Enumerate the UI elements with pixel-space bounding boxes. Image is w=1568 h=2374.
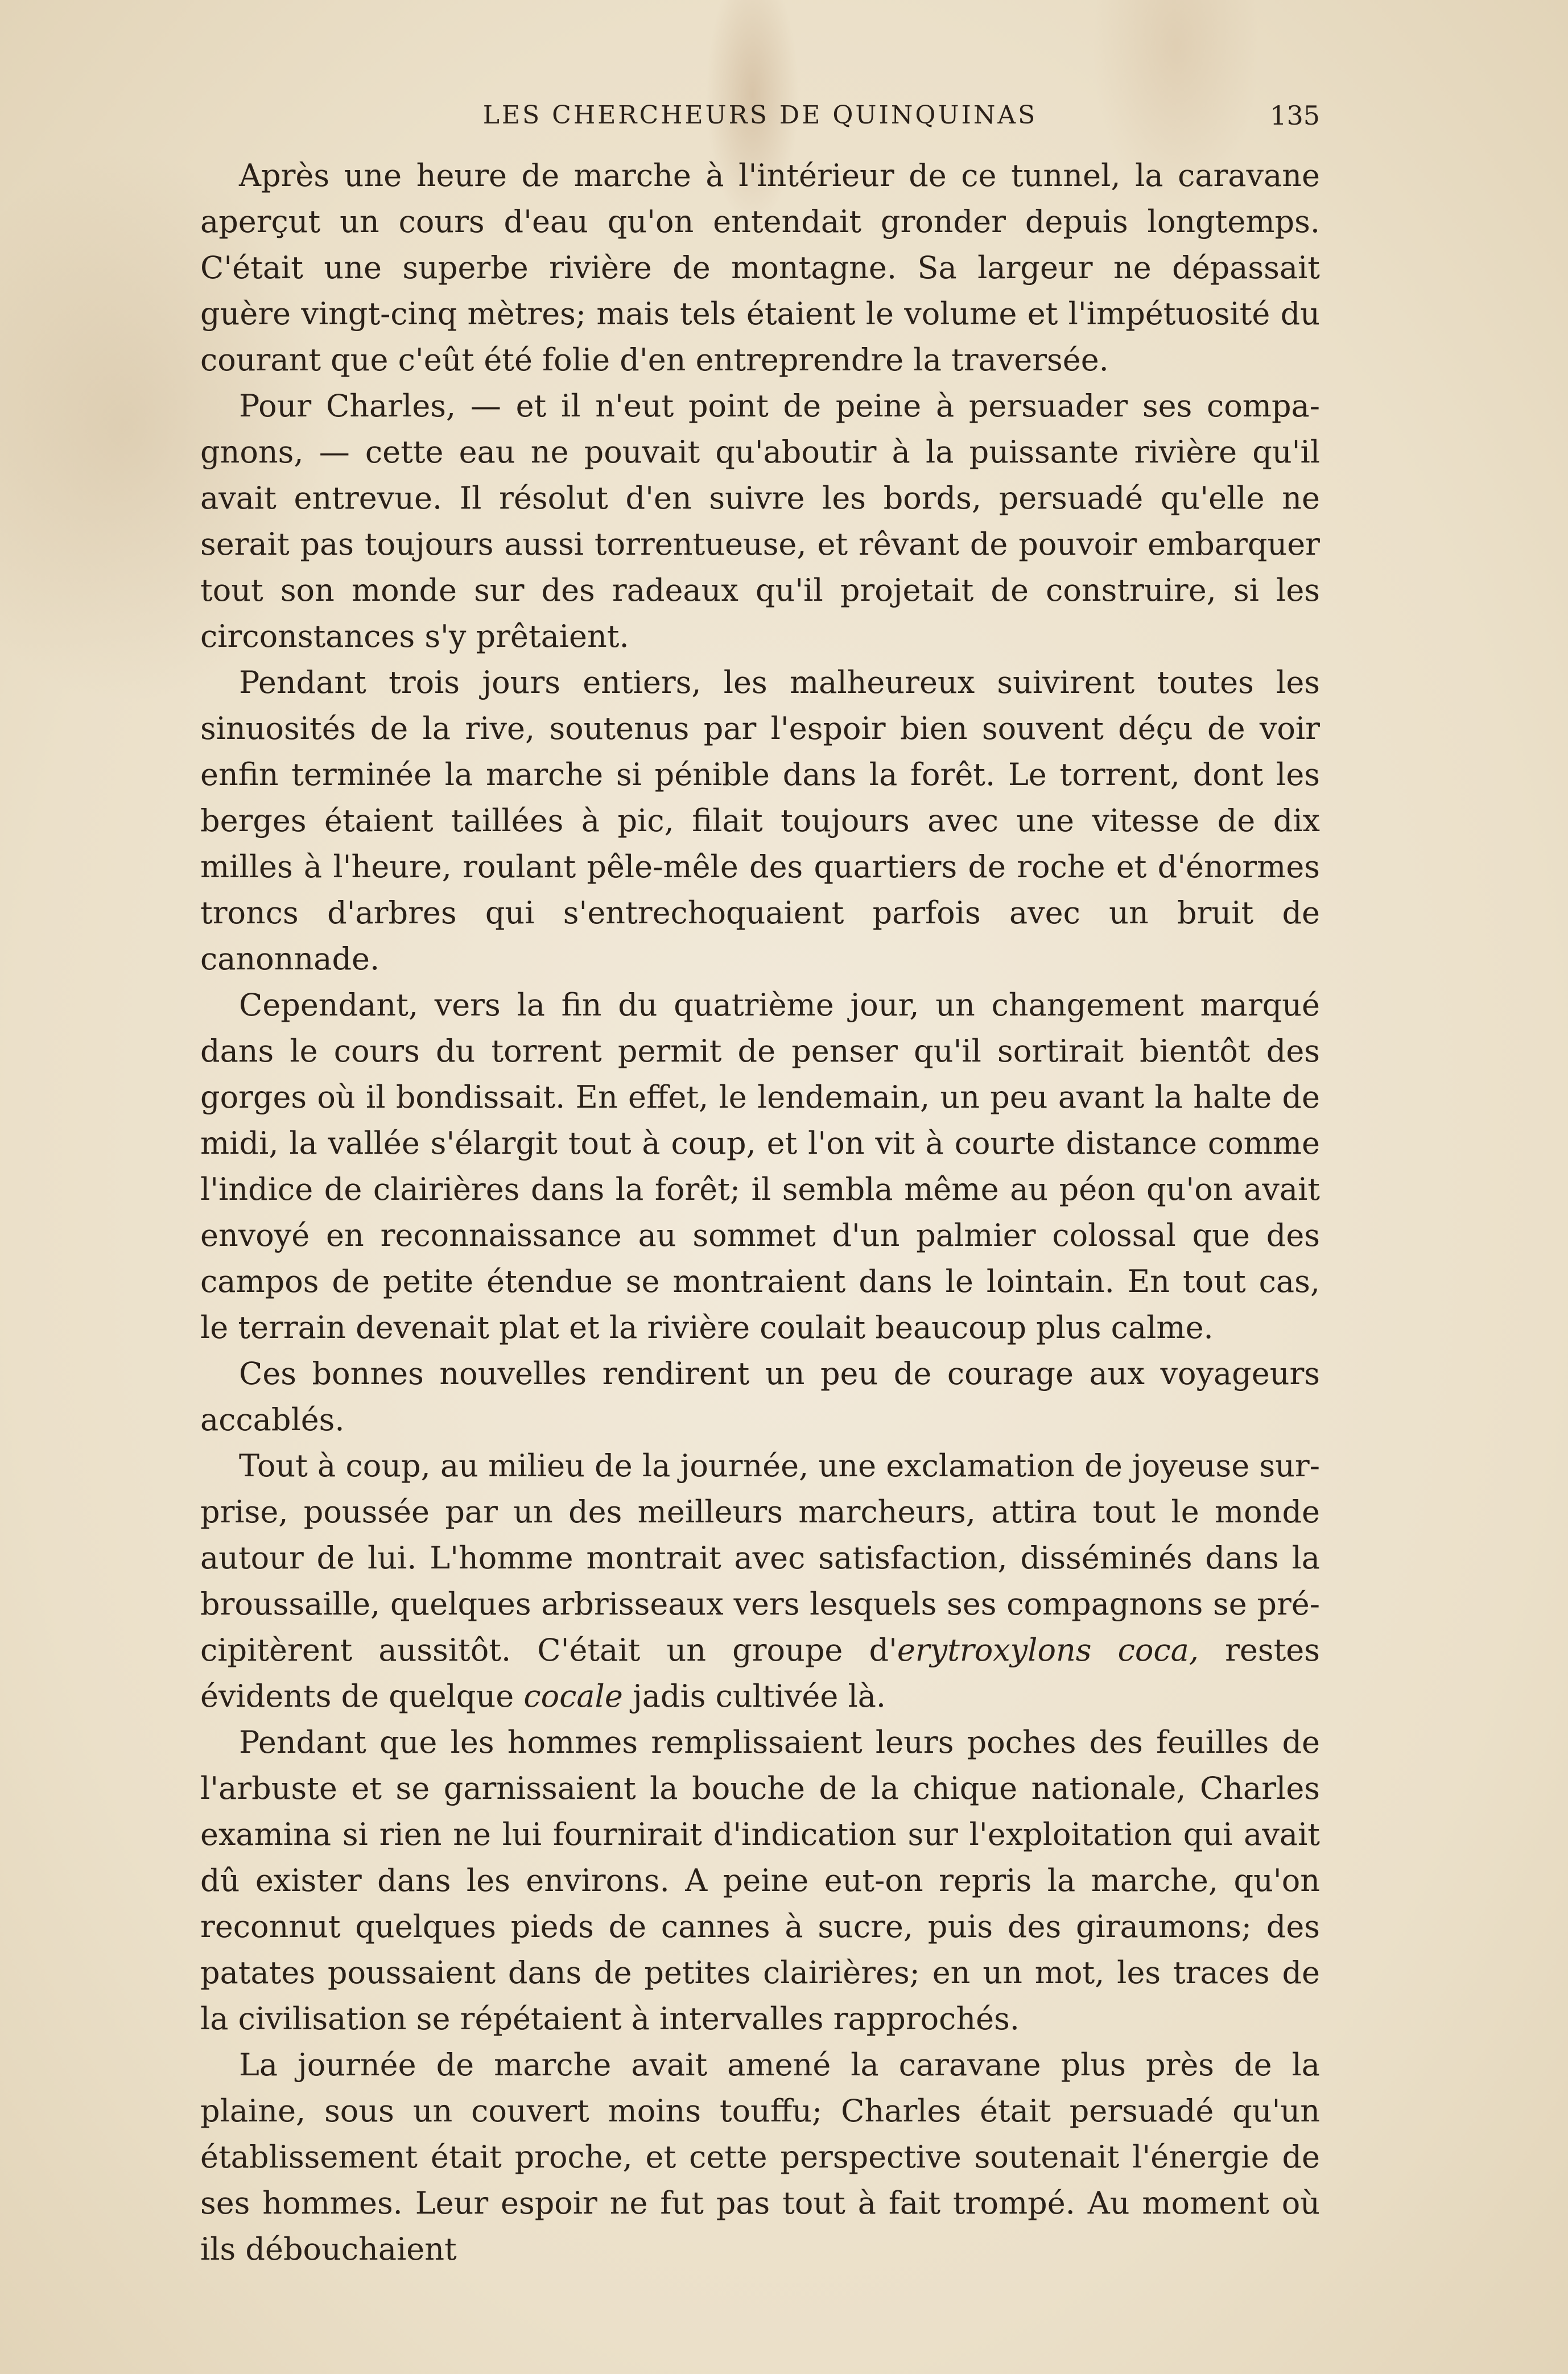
- page-header: [200, 96, 1320, 135]
- paragraph-6-text-a: Tout à coup, au milieu de la journée, une exclamation de joyeuse surprise, poussée par un des meilleurs marcheurs, attira tout le monde autour de lui. L'homme montrait avec satisfaction, disséminés dans la broussaille, quelques arbrisseaux vers lesquels ses compagnons se précipitèrent aussitôt. C'était un groupe d': [200, 1448, 1320, 1668]
- paragraph-4: Cependant, vers la fin du quatrième jour, un changement marqué dans le cours du torrent permit de penser qu'il sortirait bientôt des gorges où il bondissait. En effet, le lendemain, un peu avant la halte de midi, la vallée s'élargit tout à coup, et l'on vit à courte distance comme l'indice de clairières dans la forêt; il sembla même au péon qu'on avait envoyé en reconnaissance au sommet d'un palmier colossal que des campos de petite étendue se montraient dans le lointain. En tout cas, le terrain devenait plat et la rivière coulait beaucoup plus calme.: [200, 987, 1320, 1345]
- paragraph-3: Pendant trois jours entiers, les malheureux suivirent toutes les sinuosités de la rive, soutenus par l'espoir bien souvent déçu de voir enfin terminée la marche si pénible dans la forêt. Le torrent, dont les berges étaient taillées à pic, filait toujours avec une vitesse de dix milles à l'heure, roulant pêle-mêle des quartiers de roche et d'énormes troncs d'arbres qui s'entrechoquaient parfois avec un bruit de canonnade.: [200, 664, 1320, 977]
- italic-term-cocale: cocale: [523, 1678, 623, 1714]
- body-text: [200, 152, 1320, 2272]
- italic-species-name: erytroxylons coca,: [897, 1632, 1199, 1668]
- paragraph-7: Pendant que les hommes remplissaient leurs poches des feuilles de l'arbuste et se garnissaient la bouche de la chique nationale, Charles examina si rien ne lui fournirait d'indication sur l'exploitation qui avait dû exister dans les environs. A peine eut-on repris la marche, qu'on reconnut quelques pieds de cannes à sucre, puis des giraumons; des patates poussaient dans de petites clairières; en un mot, les traces de la civilisation se répétaient à intervalles rapprochés.: [200, 1724, 1320, 2037]
- running-title: LES CHERCHEURS DE QUINQUINAS: [482, 101, 1038, 130]
- paragraph-8: La journée de marche avait amené la caravane plus près de la plaine, sous un couvert moins touffu; Charles était persuadé qu'un établissement était proche, et cette perspective soutenait l'énergie de ses hommes. Leur espoir ne fut pas tout à fait trompé. Au moment où ils débouchaient: [200, 2047, 1320, 2267]
- paragraph-6-text-b: restes évidents de quelque: [200, 1632, 1320, 1714]
- page-number: 135: [1270, 100, 1320, 131]
- paragraph-2: Pour Charles, — et il n'eut point de peine à persuader ses compagnons, — cette eau ne pouvait qu'aboutir à la puissante rivière qu'il avait entrevue. Il résolut d'en suivre les bords, persuadé qu'elle ne serait pas toujours aussi torrentueuse, et rêvant de pouvoir embarquer tout son monde sur des radeaux qu'il projetait de construire, si les circonstances s'y prêtaient.: [200, 388, 1320, 654]
- paragraph-6: [200, 1443, 1320, 1719]
- paragraph-1: Après une heure de marche à l'intérieur de ce tunnel, la caravane aperçut un cours d'eau qu'on entendait gronder depuis longtemps. C'était une superbe rivière de montagne. Sa largeur ne dépassait guère vingt-cinq mètres; mais tels étaient le volume et l'impétuosité du courant que c'eût été folie d'en entreprendre la traversée.: [200, 158, 1320, 378]
- paragraph-5: Ces bonnes nouvelles rendirent un peu de courage aux voyageurs accablés.: [200, 1356, 1320, 1438]
- paragraph-6-text-c: jadis cultivée là.: [622, 1678, 886, 1714]
